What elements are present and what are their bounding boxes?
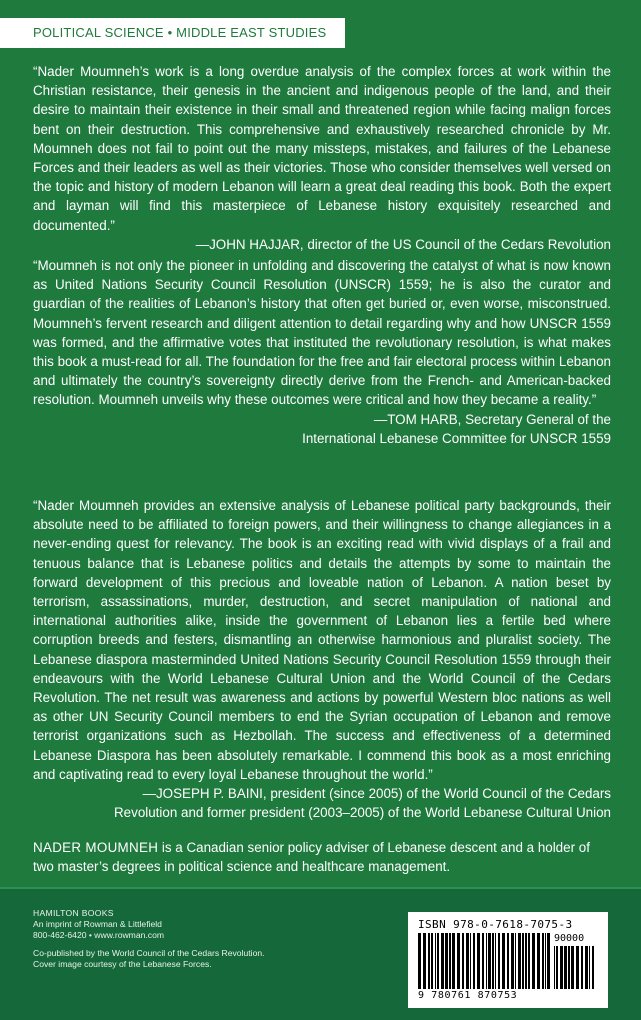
barcode-bar (518, 933, 521, 989)
quote-text: “Nader Moumneh provides an extensive analysis of Lebanese political party backgrounds, their absolute need to be affiliated to foreign powers, and their willingness to change allegiances in a never-ending quest for relevancy. The book is an exciting read with vivid displays of a frail and tenuous balance that is Lebanese politics and details the attempts by some to maintain the forward development of this precious and loveable nation of Lebanon. A nation beset by terrorism, assassinations, murder, destruction, and secret manipulation of national and international authorities alike, inside the government of Lebanon lies a fertile bed where corruption breeds and festers, dismantling an otherwise harmonious and pluralist society. The Lebanese diaspora masterminded United Nations Security Council Resolution 1559 through their endeavours with the World Lebanese Cultural Union and the World Council of the Cedars Revolution. The net result was awareness and actions by powerful Western bloc nations as well as other UN Security Council members to end the Syrian occupation of Lebanon and remove terrorist organizations such as Hezbollah. The success and effectiveness of a determined Lebanese Diaspora has been absolutely remarkable. I commend this book as a most enriching and captivating read to every loyal Lebanese throughout the world.” (33, 498, 611, 782)
barcode-bar (507, 933, 509, 989)
barcode-bar (452, 933, 455, 989)
barcode-bar (560, 946, 563, 989)
quote-attribution: International Lebanese Committee for UNSCR 1559 (302, 430, 611, 446)
barcode-bar (441, 933, 444, 989)
barcode-bar (488, 933, 491, 989)
barcode-bar (423, 933, 426, 989)
price-code: 90000 (554, 933, 585, 944)
endorsement-quote (33, 496, 611, 822)
barcode-bar (486, 933, 487, 989)
barcode-bar (556, 946, 558, 989)
barcode-bar (435, 933, 436, 989)
barcode-bar (515, 933, 516, 989)
quote-attribution: —JOSEPH P. BAINI, president (since 2005) of the World Council of the Cedars (142, 786, 611, 802)
barcode-bar (466, 933, 469, 989)
barcode-bar (571, 946, 574, 989)
quote-attribution: Revolution and former president (2003–2005) of the World Lebanese Cultural Union (114, 805, 611, 821)
barcode-bar (554, 946, 555, 989)
barcode-bar (522, 933, 524, 989)
barcode-bar (449, 933, 451, 989)
barcode-bar (537, 933, 540, 989)
addon-barcode-bars (554, 946, 596, 989)
barcode-bar (418, 933, 421, 989)
barcode-bar (589, 946, 590, 989)
barcode-bar (502, 933, 505, 989)
category-label: POLITICAL SCIENCE • MIDDLE EAST STUDIES (0, 18, 345, 48)
barcode-bar (568, 946, 570, 989)
barcode-bar (581, 946, 583, 989)
barcode-bar (564, 946, 567, 989)
barcode-bar (457, 933, 460, 989)
barcode-bar (470, 933, 471, 989)
barcode-bar (437, 933, 439, 989)
publisher-contact: 800-462-6420 • www.rowman.com (33, 930, 165, 941)
barcode-bar (525, 933, 527, 989)
endorsement-quote (33, 62, 611, 256)
barcode (408, 912, 608, 1008)
ean-digits: 9 780761 870753 (418, 990, 518, 1001)
author-bio-text: is a Canadian senior policy adviser of Lebanese descent and a holder of two master’s degrees in political science and healthcare management. (33, 840, 590, 875)
copublished-note: Co-published by the World Council of the Cedars Revolution. (33, 947, 265, 958)
endorsements (33, 62, 611, 822)
cover-credit: Cover image courtesy of the Lebanese Forces. (33, 958, 212, 969)
author-bio (33, 838, 611, 876)
barcode-bar (592, 946, 594, 989)
barcode-bar (445, 933, 448, 989)
barcode-bar (498, 933, 500, 989)
ean-barcode-bars (418, 933, 550, 989)
barcode-bar (462, 933, 464, 989)
endorsement-quote (33, 256, 611, 496)
barcode-bar (585, 946, 588, 989)
isbn-text: ISBN 978-0-7618-7075-3 (418, 918, 573, 931)
barcode-bar (532, 933, 535, 989)
barcode-bar (545, 933, 546, 989)
publisher-name: HAMILTON BOOKS (33, 908, 114, 918)
quote-attribution: —JOHN HAJJAR, director of the US Council of the Cedars Revolution (195, 236, 611, 252)
barcode-bar (492, 933, 494, 989)
barcode-bar (482, 933, 484, 989)
barcode-bar (428, 933, 430, 989)
barcode-bar (511, 933, 514, 989)
quote-attribution: —TOM HARB, Secretary General of the (373, 411, 611, 427)
barcode-bar (576, 946, 579, 989)
quote-text: “Moumneh is not only the pioneer in unfolding and discovering the catalyst of what is now known as United Nations Security Council Resolution (UNSCR) 1559; he is also the curator and guardian of the realities of Lebanon’s history that often get buried or, even worse, misconstrued. Moumneh’s fervent research and diligent attention to detail regarding why and how UNSCR 1559 was formed, and the affirmative votes that instituted the revolutionary resolution, is what makes this book a must-read for all. The foundation for the free and fair electoral process within Lebanon and ultimately the country’s sovereignty directly derive from the French- and American-backed resolution. Moumneh unveils why these outcomes were critical and how they became a reality.” (33, 258, 611, 408)
author-name: NADER MOUMNEH (33, 840, 159, 855)
barcode-bar (431, 933, 433, 989)
barcode-bar (547, 933, 550, 989)
publisher-info (33, 908, 333, 970)
barcode-bar (528, 933, 530, 989)
barcode-bar (477, 933, 480, 989)
barcode-bar (473, 933, 475, 989)
quote-text: “Nader Moumneh’s work is a long overdue analysis of the complex forces at work within the Christian resistance, their genesis in the ancient and indigenous people of the land, and their desire to maintain their existence in their small and threatened region while facing malign forces bent on their destruction. This comprehensive and exhaustively researched chronicle by Mr. Moumneh does not fail to point out the many missteps, mistakes, and failures of the Lebanese Forces and their leaders as well as their victories. Those who consider themselves well versed on the topic and history of modern Lebanon will learn a great deal reading this book. Both the expert and layman will find this masterpiece of Lebanese history exquisitely researched and documented.” (33, 64, 611, 233)
publisher-imprint: An imprint of Rowman & Littlefield (33, 919, 162, 930)
barcode-bar (542, 933, 544, 989)
barcode-bar (495, 933, 496, 989)
